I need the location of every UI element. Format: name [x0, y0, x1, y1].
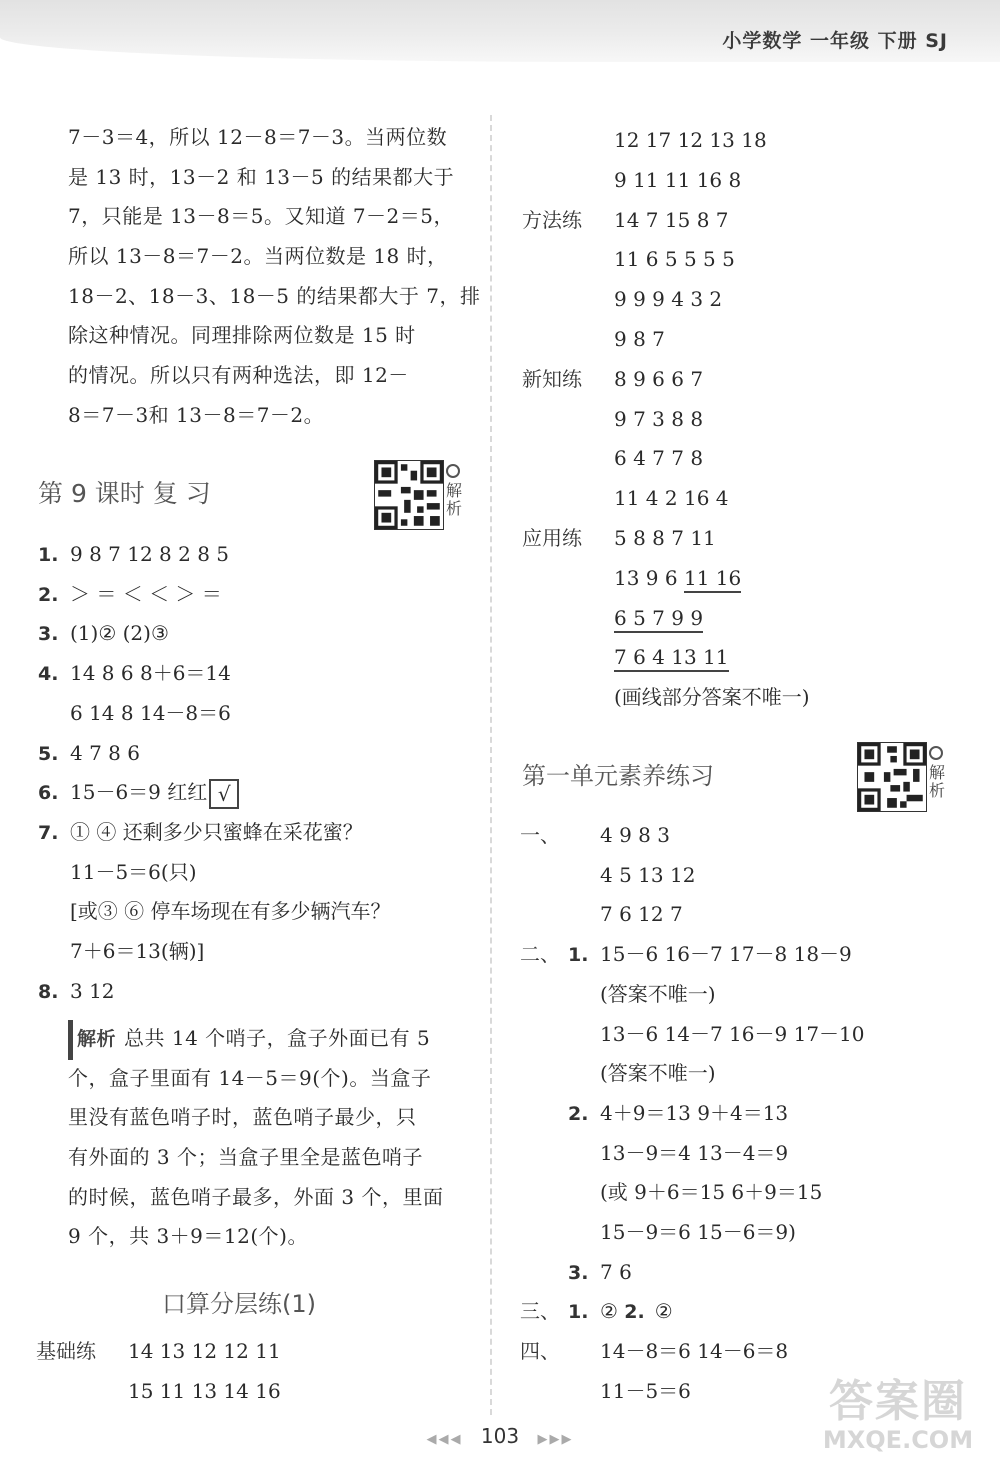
explain-text: 总共 14 个哨子，盒子外面已有 5 [124, 1026, 431, 1050]
row-values: 14 13 12 12 11 [128, 1339, 281, 1363]
item-answer: 15－6＝9 红红 [70, 780, 208, 805]
row-values: 6 4 7 7 8 [614, 446, 704, 471]
explain-line: 9 个，共 3＋9＝12(个)。 [68, 1224, 308, 1249]
mental-math-row [36, 1371, 281, 1411]
item-number: 5. [38, 742, 59, 765]
answer-row [522, 598, 703, 638]
row-values: 15－6 16－7 17－8 18－9 [600, 942, 852, 967]
explain-line: 里没有蓝色哨子时，蓝色哨子最少，只 [68, 1105, 417, 1130]
lesson9-item [38, 891, 391, 931]
lesson9-item [38, 534, 229, 574]
play-circle-icon [446, 464, 460, 478]
unit1-row [520, 1093, 788, 1133]
row-values: (或 9＋6＝15 6＋9＝15 [600, 1180, 823, 1205]
unit1-row [520, 894, 683, 934]
row-values: (答案不唯一) [600, 1061, 716, 1086]
lesson9-item [38, 574, 222, 614]
explain-label: 解析 [68, 1020, 116, 1060]
unit1-row [520, 1053, 716, 1093]
unit1-row [520, 1252, 632, 1292]
answer-row [522, 160, 741, 200]
qr-side-label-unit1: 解析 [929, 746, 947, 800]
row-values: 9 7 3 8 8 [614, 406, 704, 431]
row-values: 4 5 13 12 [600, 862, 696, 887]
item-number: 6. [38, 782, 59, 805]
intro-line: 除这种情况。同理排除两位数是 15 时 [68, 323, 416, 348]
unit1-row [520, 1014, 865, 1054]
row-label: 基础练 [36, 1339, 96, 1363]
row-values: 11 4 2 16 4 [614, 486, 729, 511]
item-answer: ① ④ 还剩多少只蜜蜂在采花蜜？ [70, 819, 363, 844]
explanation-block [68, 1019, 468, 1257]
row-label: 新知练 [522, 366, 582, 391]
intro-line: 是 13 时，13－2 和 13－5 的结果都大于 [68, 164, 455, 189]
item-number: 4. [38, 663, 59, 686]
play-circle-icon [929, 746, 943, 760]
row-values: 4＋9＝13 9＋4＝13 [600, 1100, 789, 1125]
unit1-title: 第一单元素养练习 [522, 762, 714, 790]
item-number: 1. [568, 1301, 589, 1324]
lesson9-item [38, 931, 204, 971]
lesson9-item [38, 613, 169, 653]
answer-row [522, 399, 703, 439]
row-values: 7 6 12 7 [600, 902, 683, 927]
answer-row [522, 200, 729, 240]
item-answer: [或③ ⑥ 停车场现在有多少辆汽车？ [70, 899, 391, 924]
column-divider [490, 115, 492, 1415]
row-values: 9 9 9 4 3 2 [614, 287, 723, 312]
lesson9-item [38, 733, 140, 773]
unit1-row [520, 1371, 691, 1411]
unit1-row [520, 974, 716, 1014]
underlined-values: 6 5 7 9 9 [614, 605, 703, 633]
row-values: ② [600, 1299, 625, 1324]
item-answer: (1)② (2)③ [70, 621, 169, 646]
row-values: 13 9 6 [614, 565, 678, 590]
qr-pattern-icon [858, 743, 926, 811]
arrow-right-icon: ▶▶▶ [537, 1432, 574, 1447]
item-number: 2. [624, 1301, 645, 1324]
answer-row [522, 478, 729, 518]
item-number: 2. [38, 583, 59, 606]
item-number: 1. [38, 544, 59, 566]
item-number: 3. [568, 1261, 589, 1284]
explain-line: 个，盒子里面有 14－5＝9(个)。当盒子 [68, 1065, 432, 1090]
lesson9-item [38, 812, 363, 852]
unit1-row [520, 934, 852, 974]
answer-row [522, 279, 722, 319]
item-answer: 7＋6＝13(辆)] [70, 939, 205, 963]
answer-row [522, 637, 729, 677]
row-values: 14 7 15 8 7 [614, 207, 729, 232]
item-number: 8. [38, 980, 59, 1003]
row-values: 9 11 11 16 8 [614, 167, 742, 192]
mental-math-row [36, 1331, 281, 1371]
row-values: 11 6 5 5 5 5 [614, 247, 735, 272]
unit1-row [520, 1331, 788, 1371]
intro-line: 的情况。所以只有两种选法，即 12－ [68, 363, 409, 388]
underlined-values: 7 6 4 13 11 [614, 644, 729, 672]
row-values: 13－9＝4 13－4＝9 [600, 1140, 789, 1165]
intro-line: 18－2、18－3、18－5 的结果都大于 7，排 [68, 283, 481, 308]
unit1-row [520, 1212, 796, 1252]
answer-row [522, 120, 767, 160]
row-values: 5 8 8 7 11 [614, 526, 716, 550]
explain-line: 有外面的 3 个；当盒子里全是蓝色哨子 [68, 1145, 423, 1170]
explain-line: 的时候，蓝色哨子最多，外面 3 个，里面 [68, 1184, 444, 1209]
unit1-row [520, 1133, 788, 1173]
row-values: ② [654, 1299, 673, 1324]
answer-row [522, 677, 810, 717]
unit1-row [520, 855, 695, 895]
qr-pattern-icon [375, 461, 443, 529]
row-values: 14－8＝6 14－6＝8 [600, 1339, 789, 1364]
intro-line: 7－3＝4，所以 12－8＝7－3。当两位数 [68, 125, 448, 149]
arrow-left-icon: ◀◀◀ [426, 1432, 463, 1447]
row-values: 11－5＝6 [600, 1378, 691, 1403]
answer-row [522, 319, 665, 359]
intro-paragraph [68, 118, 481, 436]
row-label: 四、 [520, 1339, 560, 1364]
answer-row [522, 239, 735, 279]
answer-row [522, 518, 716, 558]
row-label: 方法练 [522, 207, 582, 232]
qr-side-label-lesson9: 解析 [446, 464, 464, 518]
unit1-row [520, 815, 670, 855]
page-number: 103 [480, 1424, 520, 1448]
answer-row [522, 558, 741, 598]
item-answer: 14 8 6 8＋6＝14 [70, 661, 231, 686]
answer-row [522, 438, 703, 478]
row-values: (答案不唯一) [600, 981, 716, 1006]
row-values: 7 6 [600, 1259, 632, 1284]
underlined-values: 11 16 [684, 565, 741, 593]
row-values: 9 8 7 [614, 327, 665, 351]
lesson9-item [38, 971, 115, 1011]
intro-line: 8＝7－3和 13－8＝7－2。 [68, 402, 325, 427]
qr-code-unit1[interactable] [857, 742, 927, 812]
row-values: 15 11 13 14 16 [128, 1379, 281, 1403]
item-answer: ＞ ＝ ＜ ＜ ＞ ＝ [70, 581, 222, 606]
item-number: 3. [38, 623, 59, 646]
lesson9-item [38, 653, 231, 693]
item-answer: 11－5＝6(只) [70, 859, 197, 884]
lesson9-item [38, 852, 197, 892]
watermark: 答案圈 MXQE.COM [822, 1376, 974, 1454]
qr-code-lesson9[interactable] [374, 460, 444, 530]
item-answer: 9 8 7 12 8 2 8 5 [70, 542, 230, 566]
row-values: 13－6 14－7 16－9 17－10 [600, 1021, 865, 1046]
lesson9-item [38, 693, 231, 733]
lesson9-title: 第 9 课时 复 习 [38, 479, 211, 508]
unit1-row [520, 1172, 822, 1212]
row-label: 应用练 [522, 526, 582, 550]
row-values: 8 9 6 6 7 [614, 366, 704, 391]
row-label: 二、 [520, 942, 560, 967]
mental-math-title: 口算分层练(1) [162, 1290, 316, 1318]
item-number: 2. [568, 1102, 589, 1125]
explain-line [68, 1019, 468, 1059]
intro-line: 所以 13－8＝7－2。当两位数是 18 时， [68, 244, 448, 269]
item-number: 7. [38, 821, 59, 844]
item-number: 1. [568, 944, 589, 967]
row-values: 12 17 12 13 18 [614, 128, 767, 152]
intro-line: 7，只能是 13－8＝5。又知道 7－2＝5， [68, 204, 455, 229]
row-label: 三、 [520, 1299, 560, 1324]
item-answer: 3 12 [70, 978, 115, 1003]
row-values: (画线部分答案不唯一) [614, 685, 810, 710]
unit1-row [520, 1291, 673, 1331]
answer-row [522, 359, 703, 399]
lesson9-item [38, 772, 239, 812]
row-values: 15－9＝6 15－6＝9) [600, 1220, 796, 1244]
header-title: 小学数学 一年级 下册 SJ [722, 30, 948, 52]
row-label: 一、 [520, 823, 560, 847]
item-answer: 4 7 8 6 [70, 740, 140, 765]
row-values: 4 9 8 3 [600, 823, 670, 847]
checkbox-checked: √ [209, 779, 239, 809]
item-answer: 6 14 8 14－8＝6 [70, 700, 231, 725]
